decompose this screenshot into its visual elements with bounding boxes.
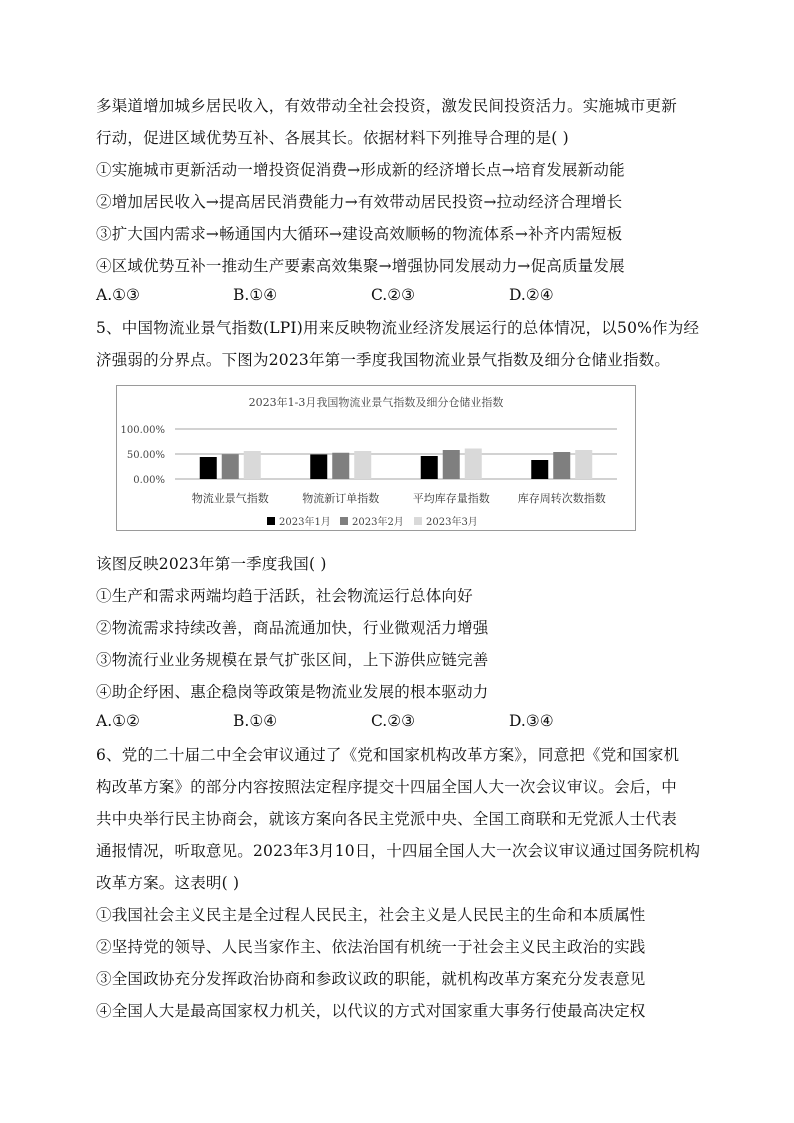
legend-label: 2023年3月 <box>426 517 478 528</box>
q4-option-d: D.②④ <box>509 286 554 304</box>
q5-options <box>96 712 696 734</box>
bar <box>332 453 349 479</box>
x-tick-label: 平均库存量指数 <box>412 492 490 505</box>
q4-option-c: C.②③ <box>371 286 416 304</box>
legend-swatch <box>267 517 275 525</box>
bar <box>310 455 327 480</box>
q4-item-1: ①实施城市更新活动一增投资促消费→形成新的经济增长点→培育发展新动能 <box>96 161 625 179</box>
y-tick-label: 0.00% <box>133 475 165 486</box>
q4-option-a: A.①③ <box>96 286 140 304</box>
bar <box>531 460 548 479</box>
q6-item-4: ④全国人大是最高国家权力机关，以代议的方式对国家重大事务行使最高决定权 <box>96 1002 646 1020</box>
x-tick-label: 物流新订单指数 <box>302 492 380 505</box>
bar <box>465 449 482 480</box>
bar <box>443 450 460 479</box>
legend-swatch <box>340 517 348 525</box>
x-tick-label: 物流业景气指数 <box>191 492 269 505</box>
q6-item-2: ②坚持党的领导、人民当家作主、依法治国有机统一于社会主义民主政治的实践 <box>96 938 646 956</box>
bar-chart <box>117 386 635 530</box>
text-line-2: 行动，促进区域优势互补、各展其长。依据材料下列推导合理的是( ) <box>96 129 569 147</box>
bar <box>222 454 239 479</box>
q4-item-3: ③扩大国内需求→畅通国内大循环→建设高效顺畅的物流体系→补齐内需短板 <box>96 225 623 243</box>
q4-option-b: B.①④ <box>233 286 278 304</box>
y-tick-label: 100.00% <box>120 425 165 436</box>
x-tick-label: 库存周转次数指数 <box>517 492 606 505</box>
q5-after: 该图反映2023年第一季度我国( ) <box>96 555 327 573</box>
q6-stem-3: 共中央举行民主协商会，就该方案向各民主党派中央、全国工商联和无党派人士代表 <box>96 810 677 828</box>
q6-item-3: ③全国政协充分发挥政治协商和参政议政的职能，就机构改革方案充分发表意见 <box>96 970 646 988</box>
chart-title: 2023年1-3月我国物流业景气指数及细分仓储业指数 <box>248 396 504 409</box>
y-tick-label: 50.00% <box>126 450 165 461</box>
q4-item-4: ④区域优势互补一推动生产要素高效集聚→增强协同发展动力→促高质量发展 <box>96 257 625 275</box>
q6-item-1: ①我国社会主义民主是全过程人民民主，社会主义是人民民主的生命和本质属性 <box>96 906 646 924</box>
q5-item-1: ①生产和需求两端均趋于活跃，社会物流运行总体向好 <box>96 587 473 605</box>
q5-option-c: C.②③ <box>371 712 416 730</box>
q5-option-b: B.①④ <box>233 712 278 730</box>
q5-option-d: D.③④ <box>509 712 554 730</box>
bar <box>354 451 371 479</box>
bar <box>200 457 217 479</box>
text-line-1: 多渠道增加城乡居民收入，有效带动全社会投资，激发民间投资活力。实施城市更新 <box>96 97 677 115</box>
bar <box>244 451 261 479</box>
q6-stem-2: 构改革方案》的部分内容按照法定程序提交十四届全国人大一次会议审议。会后，中 <box>96 778 677 796</box>
q4-item-2: ②增加居民收入→提高居民消费能力→有效带动居民投资→拉动经济合理增长 <box>96 193 623 211</box>
q5-item-3: ③物流行业业务规模在景气扩张区间，上下游供应链完善 <box>96 651 489 669</box>
q6-stem-5: 改革方案。这表明( ) <box>96 874 240 892</box>
q6-stem-1: 6、党的二十届二中全会审议通过了《党和国家机构改革方案》，同意把《党和国家机 <box>96 746 680 764</box>
q5-option-a: A.①② <box>96 712 140 730</box>
bar <box>575 450 592 479</box>
q5-stem-1: 5、中国物流业景气指数(LPI)用来反映物流业经济发展运行的总体情况，以50%作为经 <box>96 319 700 337</box>
q5-item-2: ②物流需求持续改善，商品流通加快，行业微观活力增强 <box>96 619 489 637</box>
q5-stem-2: 济强弱的分界点。下图为2023年第一季度我国物流业景气指数及细分仓储业指数。 <box>96 351 671 369</box>
bar <box>553 452 570 479</box>
bar <box>421 456 438 479</box>
q4-options <box>96 286 696 308</box>
legend-label: 2023年2月 <box>352 517 404 528</box>
legend-swatch <box>414 517 422 525</box>
legend-label: 2023年1月 <box>279 517 331 528</box>
chart-frame <box>116 385 636 531</box>
q5-item-4: ④助企纾困、惠企稳岗等政策是物流业发展的根本驱动力 <box>96 683 489 701</box>
q6-stem-4: 通报情况，听取意见。2023年3月10日，十四届全国人大一次会议审议通过国务院机构 <box>96 842 701 860</box>
